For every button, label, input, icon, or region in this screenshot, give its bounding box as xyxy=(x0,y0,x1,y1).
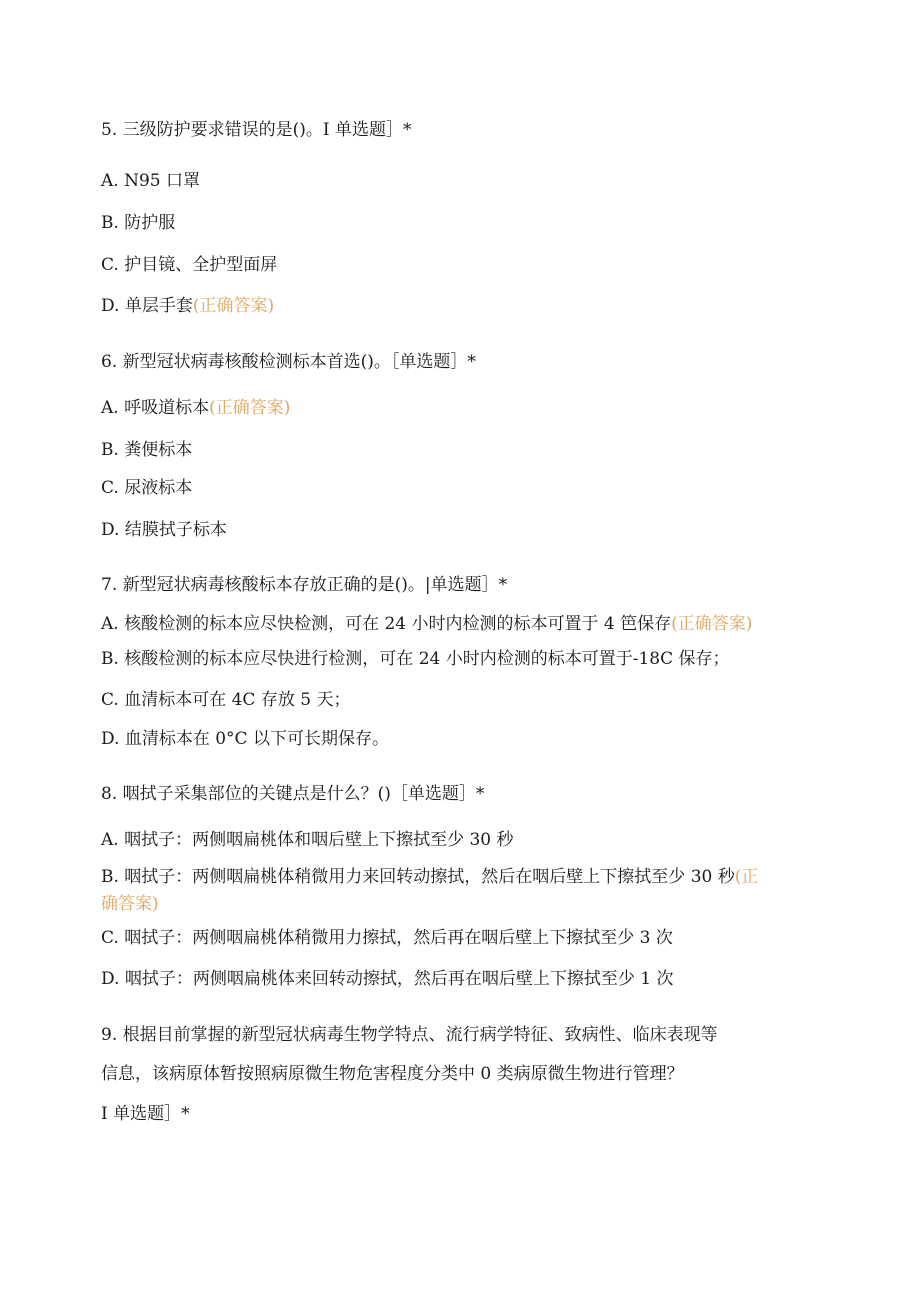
question-7-option-b: B. 核酸检测的标本应尽快进行检测，可在 24 小时内检测的标本可置于-18C 保存； xyxy=(101,649,730,669)
question-9-title-line-1: 9. 根据目前掌握的新型冠状病毒生物学特点、流行病学特征、致病性、临床表现等 xyxy=(101,1025,718,1045)
question-7-title: 7. 新型冠状病毒核酸标本存放正确的是()。|单选题］* xyxy=(101,575,508,595)
question-8-option-c: C. 咽拭子：两侧咽扁桃体稍微用力擦拭，然后再在咽后壁上下擦拭至少 3 次 xyxy=(101,928,673,948)
question-6-title: 6. 新型冠状病毒核酸检测标本首选()。［单选题］* xyxy=(101,352,476,372)
question-6-option-b: B. 粪便标本 xyxy=(101,440,193,460)
question-7-option-c: C. 血清标本可在 4C 存放 5 天； xyxy=(101,690,351,710)
question-7-option-d: D. 血清标本在 0°C 以下可长期保存。 xyxy=(101,729,389,749)
option-text: B. 咽拭子：两侧咽扁桃体稍微用力来回转动擦拭，然后在咽后壁上下擦拭至少 30 秒 xyxy=(101,867,735,887)
question-6-option-a xyxy=(101,397,290,419)
question-8-option-d: D. 咽拭子：两侧咽扁桃体来回转动擦拭，然后再在咽后壁上下擦拭至少 1 次 xyxy=(101,969,674,989)
question-5-option-d xyxy=(101,295,274,317)
question-5-option-c: C. 护目镜、全护型面屏 xyxy=(101,255,278,275)
question-8-option-a: A. 咽拭子：两侧咽扁桃体和咽后壁上下擦拭至少 30 秒 xyxy=(101,830,514,850)
question-8-option-b xyxy=(101,866,758,888)
correct-answer-note: (正 xyxy=(734,867,759,887)
option-text: D. 单层手套 xyxy=(101,296,193,316)
question-7-option-a xyxy=(101,613,752,635)
question-9-title-line-2: 信息，该病原体暂按照病原微生物危害程度分类中 0 类病原微生物进行管理？ xyxy=(101,1064,684,1084)
correct-answer-note: (正确答案) xyxy=(192,296,275,316)
question-8-title: 8. 咽拭子采集部位的关键点是什么？()［单选题］* xyxy=(101,784,485,804)
question-6-option-c: C. 尿液标本 xyxy=(101,478,193,498)
correct-answer-note: (正确答案) xyxy=(209,398,291,418)
correct-answer-note: (正确答案) xyxy=(671,614,753,634)
question-9-title-line-3: I 单选题］* xyxy=(101,1104,190,1124)
option-text: A. 核酸检测的标本应尽快检测，可在 24 小时内检测的标本可置于 4 笆保存 xyxy=(101,614,672,634)
question-5-option-b: B. 防护服 xyxy=(101,213,176,233)
question-5-title: 5. 三级防护要求错误的是()。I 单选题］* xyxy=(101,120,412,140)
correct-answer-note-continued: 确答案) xyxy=(101,894,159,914)
option-text: A. 呼吸道标本 xyxy=(101,398,210,418)
question-5-option-a: A. N95 口罩 xyxy=(101,171,200,191)
question-6-option-d: D. 结膜拭子标本 xyxy=(101,520,227,540)
